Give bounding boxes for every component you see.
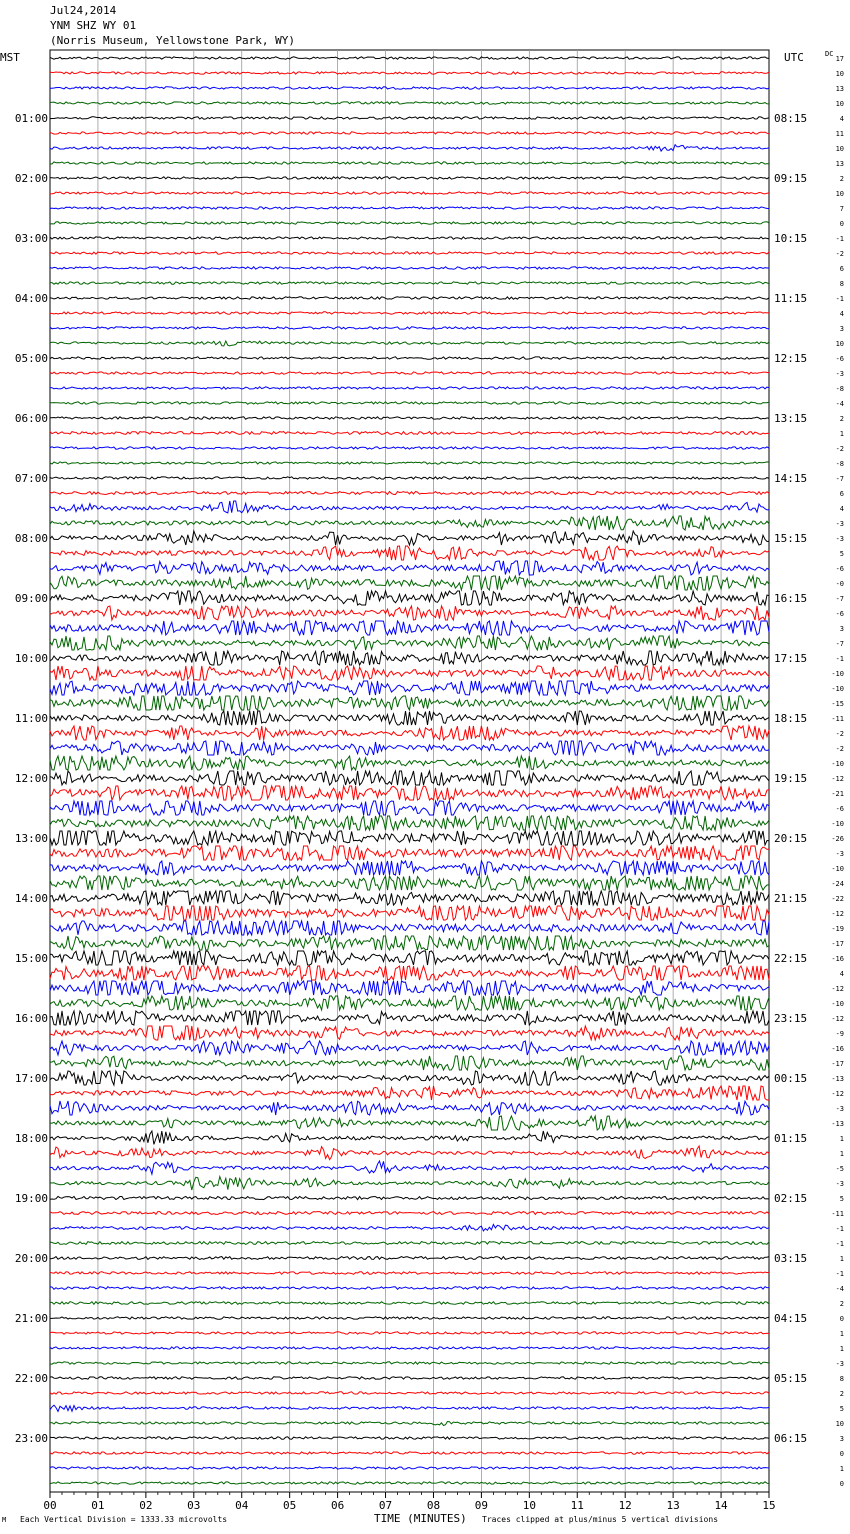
- seismic-trace: [50, 1196, 769, 1199]
- seismic-trace: [50, 666, 769, 680]
- right-hour-label: 08:15: [774, 112, 808, 125]
- x-axis-label: TIME (MINUTES): [374, 1512, 467, 1525]
- seismic-trace: [50, 1101, 769, 1115]
- dc-offset-label: -17: [831, 940, 844, 948]
- seismic-trace: [50, 771, 769, 785]
- station-location: (Norris Museum, Yellowstone Park, WY): [50, 34, 296, 47]
- right-hour-label: 09:15: [774, 172, 808, 185]
- seismic-trace: [50, 432, 769, 435]
- dc-offset-label: -24: [831, 880, 844, 888]
- seismic-trace: [50, 786, 769, 800]
- left-hour-label: 06:00: [14, 412, 48, 425]
- seismic-trace: [50, 756, 769, 770]
- seismic-trace: [50, 1041, 769, 1055]
- seismic-trace: [50, 861, 769, 875]
- right-hour-label: 22:15: [774, 952, 808, 965]
- left-hour-label: 17:00: [14, 1072, 48, 1085]
- seismic-trace: [50, 1405, 769, 1411]
- dc-offset-label: 13: [835, 160, 844, 168]
- dc-offset-label: 1: [839, 1255, 844, 1263]
- seismic-trace: [50, 462, 769, 464]
- dc-offset-label: -1: [835, 295, 844, 303]
- dc-offset-label: -4: [835, 1285, 844, 1293]
- dc-offset-label: -13: [831, 1075, 844, 1083]
- x-tick-label: 09: [474, 1499, 489, 1512]
- clip-note: Traces clipped at plus/minus 5 vertical divisions: [482, 1515, 719, 1524]
- seismic-trace: [50, 1377, 769, 1379]
- dc-offset-label: 3: [839, 1435, 844, 1443]
- seismic-trace: [50, 192, 769, 194]
- left-hour-label: 12:00: [14, 772, 48, 785]
- dc-offset-label: 10: [835, 340, 844, 348]
- dc-offset-label: 2: [839, 415, 844, 423]
- dc-offset-label: 4: [839, 310, 844, 318]
- dc-offset-label: 3: [839, 625, 844, 633]
- seismic-trace: [50, 936, 769, 950]
- seismic-trace: [50, 1332, 769, 1334]
- right-hour-label: 18:15: [774, 712, 808, 725]
- seismic-trace: [50, 1302, 769, 1305]
- seismic-trace: [50, 402, 769, 404]
- dc-offset-label: -10: [831, 1000, 844, 1008]
- x-tick-label: 04: [235, 1499, 249, 1512]
- left-hour-label: 04:00: [14, 292, 48, 305]
- seismic-trace: [50, 1347, 769, 1349]
- left-hour-label: 01:00: [14, 112, 48, 125]
- left-hour-label: 16:00: [14, 1012, 48, 1025]
- seismic-trace: [50, 447, 769, 449]
- dc-offset-label: 6: [839, 490, 844, 498]
- dc-offset-label: 10: [835, 100, 844, 108]
- dc-offset-label: 1: [839, 1150, 844, 1158]
- dc-offset-label: 6: [839, 265, 844, 273]
- dc-label: DC: [825, 50, 834, 58]
- seismic-trace: [50, 651, 769, 665]
- left-hour-label: 03:00: [14, 232, 48, 245]
- dc-offset-label: -1: [835, 235, 844, 243]
- dc-offset-label: -26: [831, 835, 844, 843]
- seismic-trace: [50, 1131, 769, 1144]
- left-hour-label: 19:00: [14, 1192, 48, 1205]
- seismic-trace: [50, 387, 769, 389]
- right-hour-label: 03:15: [774, 1252, 808, 1265]
- dc-offset-label: 1: [839, 1345, 844, 1353]
- dc-offset-label: 7: [839, 205, 844, 213]
- dc-offset-label: 4: [839, 115, 844, 123]
- dc-offset-label: -10: [831, 865, 844, 873]
- seismic-trace: [50, 501, 769, 513]
- right-hour-label: 11:15: [774, 292, 808, 305]
- dc-offset-label: -12: [831, 1090, 844, 1098]
- right-hour-label: 00:15: [774, 1072, 808, 1085]
- seismic-trace: [50, 267, 769, 269]
- dc-offset-label: 10: [835, 1420, 844, 1428]
- dc-offset-label: 8: [839, 1375, 844, 1383]
- seismic-trace: [50, 237, 769, 239]
- right-hour-label: 04:15: [774, 1312, 808, 1325]
- seismic-trace: [50, 1467, 769, 1469]
- station-code: YNM SHZ WY 01: [50, 19, 137, 32]
- seismic-trace: [50, 921, 769, 935]
- dc-offset-label: -3: [835, 1180, 844, 1188]
- left-hour-label: 07:00: [14, 472, 48, 485]
- seismic-trace: [50, 1011, 769, 1025]
- dc-offset-label: -10: [831, 685, 844, 693]
- dc-offset-label: 1: [839, 430, 844, 438]
- right-hour-label: 16:15: [774, 592, 808, 605]
- seismic-trace: [50, 1086, 769, 1100]
- dc-offset-label: -1: [835, 1270, 844, 1278]
- dc-offset-label: 5: [839, 550, 844, 558]
- dc-offset-label: -12: [831, 985, 844, 993]
- dc-offset-label: -1: [835, 1240, 844, 1248]
- seismic-trace: [50, 252, 769, 254]
- right-hour-label: 05:15: [774, 1372, 808, 1385]
- seismic-trace: [50, 1272, 769, 1275]
- dc-offset-label: -3: [835, 370, 844, 378]
- seismic-trace: [50, 177, 769, 179]
- seismic-trace: [50, 87, 769, 89]
- seismic-trace: [50, 531, 769, 545]
- dc-offset-label: 0: [839, 1450, 844, 1458]
- seismic-trace: [50, 816, 769, 830]
- seismic-trace: [50, 417, 769, 419]
- seismic-trace: [50, 1242, 769, 1245]
- seismic-trace: [50, 282, 769, 284]
- right-timezone-label: UTC: [784, 51, 804, 64]
- dc-offset-label: 3: [839, 325, 844, 333]
- dc-offset-label: -4: [835, 400, 844, 408]
- dc-offset-label: -10: [831, 820, 844, 828]
- right-hour-label: 23:15: [774, 1012, 808, 1025]
- dc-offset-label: -21: [831, 790, 844, 798]
- left-hour-label: 15:00: [14, 952, 48, 965]
- dc-offset-label: 5: [839, 1195, 844, 1203]
- left-hour-label: 20:00: [14, 1252, 48, 1265]
- dc-offset-label: -12: [831, 775, 844, 783]
- dc-offset-label: -16: [831, 955, 844, 963]
- dc-offset-label: -6: [835, 355, 844, 363]
- seismic-trace: [50, 1422, 769, 1426]
- seismic-trace: [50, 162, 769, 164]
- seismic-trace: [50, 606, 769, 620]
- dc-offset-label: -11: [831, 715, 844, 723]
- left-hour-label: 14:00: [14, 892, 48, 905]
- dc-offset-label: -15: [831, 700, 844, 708]
- dc-offset-label: -7: [835, 475, 844, 483]
- dc-offset-label: -0: [835, 580, 844, 588]
- dc-offset-label: 1: [839, 1465, 844, 1473]
- dc-offset-label: -22: [831, 895, 844, 903]
- dc-offset-label: 0: [839, 220, 844, 228]
- seismic-trace: [50, 102, 769, 104]
- dc-offset-label: -7: [835, 640, 844, 648]
- seismic-trace: [50, 951, 769, 965]
- x-tick-label: 12: [618, 1499, 632, 1512]
- seismic-trace: [50, 207, 769, 209]
- seismic-trace: [50, 846, 769, 860]
- dc-offset-label: -12: [831, 910, 844, 918]
- dc-offset-label: -3: [835, 1105, 844, 1113]
- seismic-trace: [50, 561, 769, 575]
- seismic-trace: [50, 1116, 769, 1130]
- seismic-trace: [50, 981, 769, 995]
- seismic-trace: [50, 117, 769, 119]
- seismic-trace: [50, 876, 769, 890]
- seismic-trace: [50, 477, 769, 479]
- seismic-trace: [50, 1146, 769, 1160]
- x-tick-label: 14: [714, 1499, 728, 1512]
- x-tick-label: 02: [139, 1499, 153, 1512]
- dc-offset-label: 10: [835, 70, 844, 78]
- x-tick-label: 07: [378, 1499, 393, 1512]
- seismic-trace: [50, 801, 769, 815]
- left-hour-label: 22:00: [14, 1372, 48, 1385]
- x-tick-label: 08: [426, 1499, 441, 1512]
- seismic-trace: [50, 726, 769, 740]
- left-timezone-label: MST: [0, 51, 20, 64]
- seismic-trace: [50, 1452, 769, 1454]
- seismic-trace: [50, 741, 769, 755]
- dc-offset-label: 0: [839, 1315, 844, 1323]
- dc-offset-label: -17: [831, 1060, 844, 1068]
- dc-offset-label: -6: [835, 805, 844, 813]
- seismic-trace: [50, 1224, 769, 1231]
- dc-offset-label: -2: [835, 445, 844, 453]
- dc-offset-label: -12: [831, 1015, 844, 1023]
- seismic-trace: [50, 1161, 769, 1174]
- right-hour-label: 20:15: [774, 832, 808, 845]
- dc-offset-label: -3: [835, 1360, 844, 1368]
- plot-frame: [50, 50, 769, 1492]
- seismic-trace: [50, 297, 769, 299]
- dc-offset-label: 8: [839, 280, 844, 288]
- x-tick-label: 03: [187, 1499, 201, 1512]
- seismic-trace: [50, 1317, 769, 1319]
- dc-offset-label: -2: [835, 745, 844, 753]
- seismic-trace: [50, 636, 769, 650]
- corner-mark: M: [2, 1516, 7, 1524]
- seismic-trace: [50, 145, 769, 151]
- dc-offset-label: -7: [835, 595, 844, 603]
- seismic-trace: [50, 576, 769, 590]
- dc-offset-label: 4: [839, 505, 844, 513]
- seismic-trace: [50, 1437, 769, 1439]
- left-hour-label: 18:00: [14, 1132, 48, 1145]
- dc-offset-label: 10: [835, 190, 844, 198]
- dc-offset-label: -10: [831, 670, 844, 678]
- seismic-trace: [50, 1177, 769, 1191]
- dc-offset-label: -16: [831, 1045, 844, 1053]
- seismic-trace: [50, 906, 769, 920]
- dc-offset-label: -1: [835, 1225, 844, 1233]
- seismic-trace: [50, 831, 769, 845]
- dc-offset-label: -3: [835, 520, 844, 528]
- dc-offset-label: 13: [835, 85, 844, 93]
- seismic-trace: [50, 372, 769, 374]
- x-tick-label: 13: [666, 1499, 680, 1512]
- left-hour-label: 21:00: [14, 1312, 48, 1325]
- seismic-trace: [50, 711, 769, 725]
- right-hour-label: 06:15: [774, 1432, 808, 1445]
- x-tick-label: 05: [283, 1499, 297, 1512]
- chart-date: Jul24,2014: [50, 4, 117, 17]
- right-hour-label: 15:15: [774, 532, 808, 545]
- seismic-trace: [50, 1287, 769, 1290]
- left-hour-label: 13:00: [14, 832, 48, 845]
- seismic-trace: [50, 72, 769, 74]
- x-tick-label: 11: [570, 1499, 584, 1512]
- seismic-trace: [50, 591, 769, 605]
- seismic-trace: [50, 491, 769, 494]
- left-hour-label: 09:00: [14, 592, 48, 605]
- dc-offset-label: 2: [839, 1390, 844, 1398]
- seismic-trace: [50, 1212, 769, 1215]
- dc-offset-label: -8: [835, 385, 844, 393]
- right-hour-label: 02:15: [774, 1192, 808, 1205]
- x-tick-label: 10: [522, 1499, 536, 1512]
- right-hour-label: 17:15: [774, 652, 808, 665]
- dc-offset-label: -8: [835, 460, 844, 468]
- seismic-trace: [50, 1482, 769, 1484]
- seismic-trace: [50, 132, 769, 134]
- dc-offset-label: -9: [835, 1030, 844, 1038]
- seismic-trace: [50, 312, 769, 314]
- dc-offset-label: 0: [839, 1480, 844, 1488]
- dc-offset-label: -5: [835, 1165, 844, 1173]
- x-tick-label: 06: [330, 1499, 345, 1512]
- dc-offset-label: -10: [831, 760, 844, 768]
- right-hour-label: 01:15: [774, 1132, 808, 1145]
- seismic-trace: [50, 1026, 769, 1040]
- seismic-trace: [50, 546, 769, 560]
- left-hour-label: 23:00: [14, 1432, 48, 1445]
- right-hour-label: 14:15: [774, 472, 808, 485]
- dc-offset-label: 17: [835, 55, 844, 63]
- right-hour-label: 13:15: [774, 412, 808, 425]
- seismic-trace: [50, 516, 769, 530]
- dc-offset-label: -2: [835, 250, 844, 258]
- seismic-trace: [50, 222, 769, 224]
- left-hour-label: 02:00: [14, 172, 48, 185]
- left-hour-label: 10:00: [14, 652, 48, 665]
- dc-offset-label: 2: [839, 1300, 844, 1308]
- dc-offset-label: -19: [831, 925, 844, 933]
- dc-offset-label: -1: [835, 655, 844, 663]
- x-tick-label: 01: [91, 1499, 105, 1512]
- dc-offset-label: -3: [835, 535, 844, 543]
- seismic-trace: [50, 696, 769, 710]
- seismic-trace: [50, 621, 769, 635]
- seismic-trace: [50, 1257, 769, 1260]
- seismic-trace: [50, 996, 769, 1010]
- dc-offset-label: 2: [839, 175, 844, 183]
- x-tick-label: 15: [762, 1499, 776, 1512]
- dc-offset-label: 1: [839, 1330, 844, 1338]
- seismic-trace: [50, 57, 769, 59]
- seismic-trace: [50, 327, 769, 329]
- dc-offset-label: 11: [835, 130, 844, 138]
- x-tick-label: 00: [43, 1499, 57, 1512]
- left-hour-label: 05:00: [14, 352, 48, 365]
- seismic-trace: [50, 341, 769, 346]
- right-hour-label: 21:15: [774, 892, 808, 905]
- right-hour-label: 19:15: [774, 772, 808, 785]
- right-hour-label: 12:15: [774, 352, 808, 365]
- dc-offset-label: 10: [835, 145, 844, 153]
- seismic-trace: [50, 357, 769, 359]
- dc-offset-label: -13: [831, 1120, 844, 1128]
- seismic-trace: [50, 1362, 769, 1364]
- dc-offset-label: -11: [831, 1210, 844, 1218]
- seismic-trace: [50, 1392, 769, 1394]
- dc-offset-label: -6: [835, 565, 844, 573]
- seismic-trace: [50, 1071, 769, 1085]
- right-hour-label: 10:15: [774, 232, 808, 245]
- seismic-trace: [50, 681, 769, 695]
- dc-offset-label: 4: [839, 970, 844, 978]
- dc-offset-label: -2: [835, 730, 844, 738]
- dc-offset-label: 1: [839, 1135, 844, 1143]
- dc-offset-label: -6: [835, 610, 844, 618]
- left-hour-label: 08:00: [14, 532, 48, 545]
- dc-offset-label: -3: [835, 850, 844, 858]
- left-hour-label: 11:00: [14, 712, 48, 725]
- scale-note: Each Vertical Division = 1333.33 microvolts: [20, 1515, 228, 1524]
- seismic-trace: [50, 1056, 769, 1070]
- seismic-trace: [50, 966, 769, 980]
- seismic-trace: [50, 891, 769, 905]
- dc-offset-label: 5: [839, 1405, 844, 1413]
